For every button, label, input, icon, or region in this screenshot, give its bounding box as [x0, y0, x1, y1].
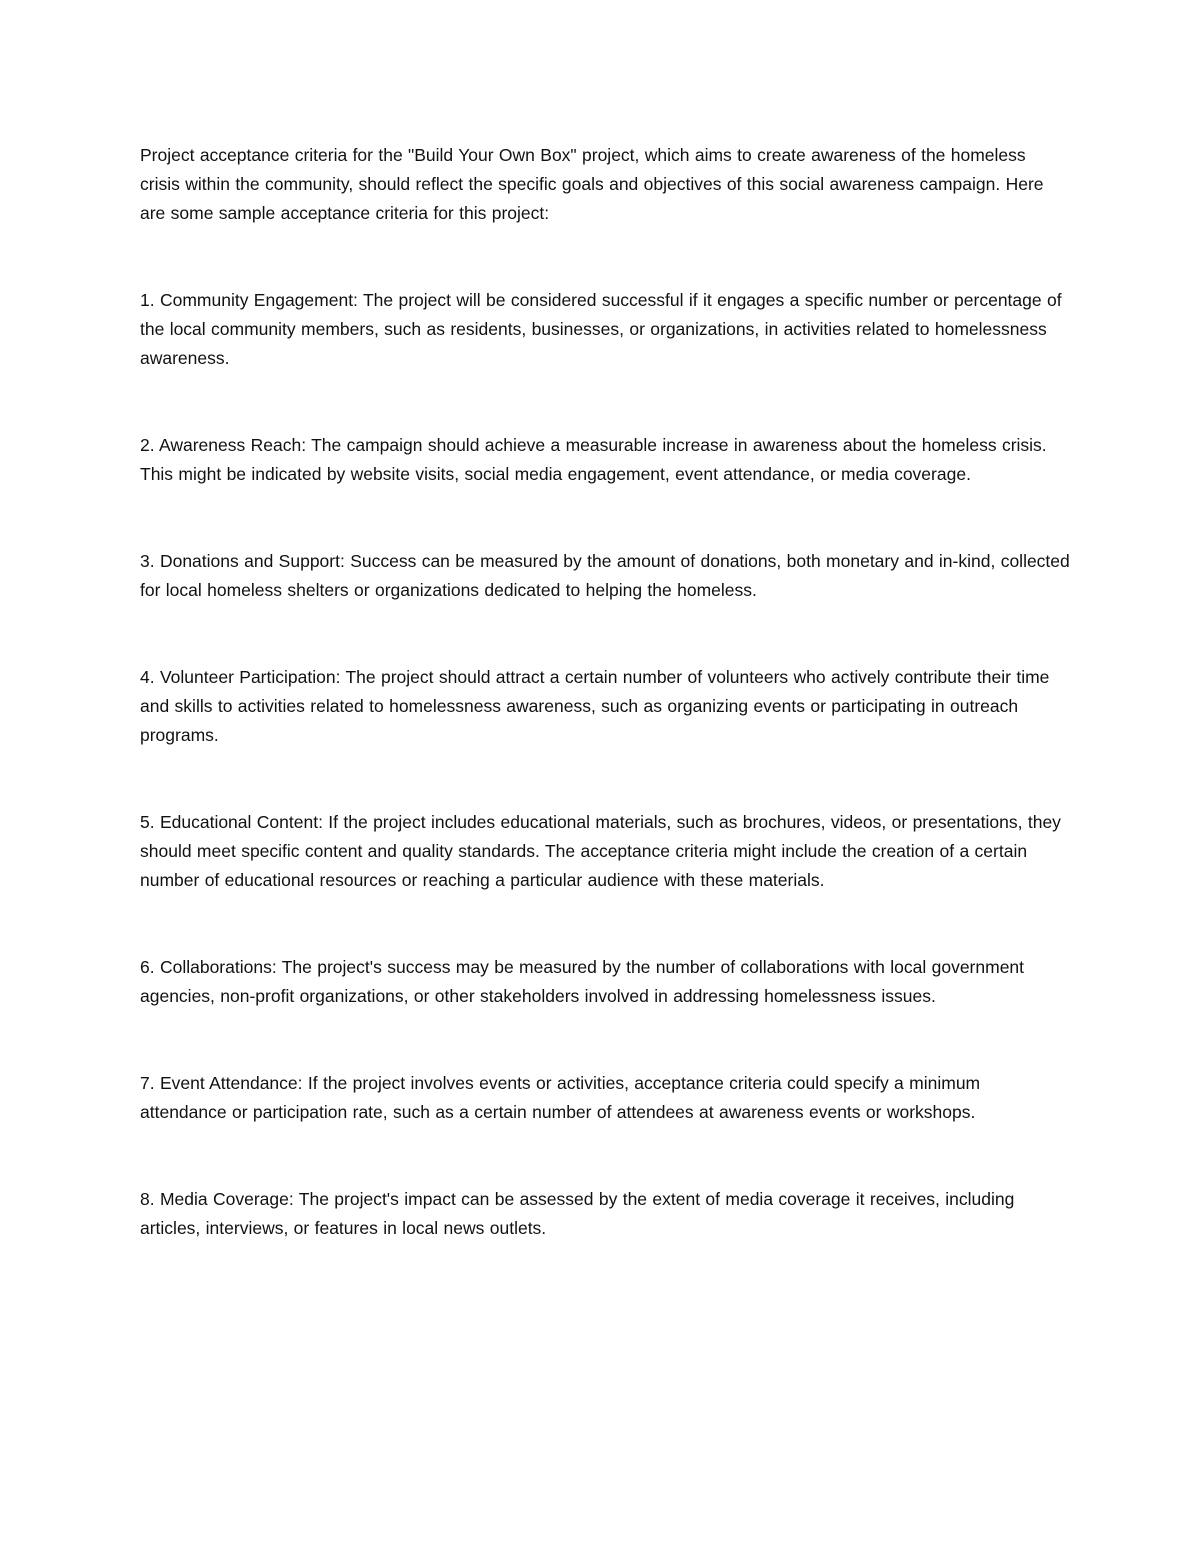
criterion-awareness-reach: 2. Awareness Reach: The campaign should achieve a measurable increase in awareness about the homeless crisis. This might be indicated by website visits, social media engagement, event attendance, or media coverage.	[140, 435, 1047, 484]
criterion-media-coverage: 8. Media Coverage: The project's impact can be assessed by the extent of media coverage it receives, including articles, interviews, or features in local news outlets.	[140, 1189, 1015, 1238]
criterion-donations-support: 3. Donations and Support: Success can be measured by the amount of donations, both monetary and in-kind, collected for local homeless shelters or organizations dedicated to helping the homeless.	[140, 551, 1070, 600]
criterion-community-engagement: 1. Community Engagement: The project will be considered successful if it engages a specific number or percentage of the local community members, such as residents, businesses, or organizations, in activities related to homelessness awareness.	[140, 290, 1062, 368]
criterion-event-attendance: 7. Event Attendance: If the project involves events or activities, acceptance criteria could specify a minimum attendance or participation rate, such as a certain number of attendees at awareness events or workshops.	[140, 1073, 981, 1122]
criterion-volunteer-participation: 4. Volunteer Participation: The project should attract a certain number of volunteers who actively contribute their time and skills to activities related to homelessness awareness, such as organizing events or participating in outreach programs.	[140, 667, 1050, 745]
document-body	[140, 141, 1070, 1301]
intro-paragraph: Project acceptance criteria for the "Build Your Own Box" project, which aims to create awareness of the homeless crisis within the community, should reflect the specific goals and objectives of this social awareness campaign. Here are some sample acceptance criteria for this project:	[140, 145, 1044, 223]
criterion-collaborations: 6. Collaborations: The project's success may be measured by the number of collaborations with local government agencies, non-profit organizations, or other stakeholders involved in addressing homelessness issues.	[140, 957, 1025, 1006]
criterion-educational-content: 5. Educational Content: If the project includes educational materials, such as brochures, videos, or presentations, they should meet specific content and quality standards. The acceptance criteria might include the creation of a certain number of educational resources or reaching a particular audience with these materials.	[140, 812, 1061, 890]
